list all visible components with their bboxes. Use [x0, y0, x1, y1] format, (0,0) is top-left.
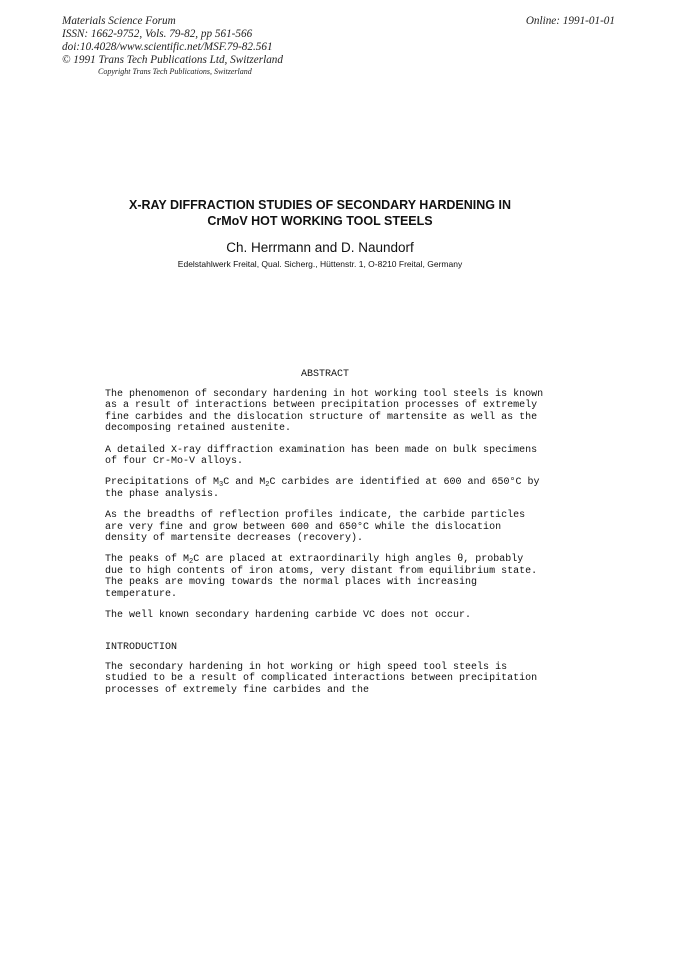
- p5-subscript: 2: [189, 558, 194, 567]
- p3-text-b: C and M: [223, 477, 266, 489]
- abstract-heading: ABSTRACT: [300, 369, 349, 380]
- title-line-1: X-RAY DIFFRACTION STUDIES OF SECONDARY HARDENING IN: [129, 198, 511, 212]
- abstract-paragraph-1: The phenomenon of secondary hardening in hot working tool steels is known as a result of interactions between precipitation processes of extremely fine carbides and the dislocation structure of martensite as well as the decomposing retained austenite.: [105, 389, 544, 435]
- abstract-paragraph-6: The well known secondary hardening carbide VC does not occur.: [105, 610, 472, 622]
- abstract-paragraph-2: A detailed X-ray diffraction examination has been made on bulk specimens of four Cr-Mo-V alloys.: [105, 444, 538, 468]
- abstract-paragraph-5: [105, 554, 545, 600]
- copyright-line: © 1991 Trans Tech Publications Ltd, Switzerland: [62, 54, 283, 66]
- introduction-body: [105, 662, 545, 706]
- journal-metadata: [62, 15, 283, 67]
- abstract-body: [105, 389, 545, 632]
- p5-text-b: C are placed at extraordinarily high angles θ, probably due to high contents of iron atoms, very distant from equilibrium state. The peaks are moving towards the normal places with increasing temperature.: [105, 554, 538, 600]
- p3-subscript-1: 3: [219, 481, 224, 490]
- paper-title: [70, 197, 570, 229]
- doi-line: doi:10.4028/www.scientific.net/MSF.79-82.561: [62, 41, 273, 53]
- p5-text-a: The peaks of M: [105, 554, 190, 566]
- introduction-heading: INTRODUCTION: [105, 642, 178, 653]
- authors: Ch. Herrmann and D. Naundorf: [226, 240, 414, 255]
- p3-text-c: C carbides are identified at 600 and 650°C by the phase analysis.: [105, 477, 540, 500]
- journal-name: Materials Science Forum: [62, 15, 176, 27]
- abstract-paragraph-3: [105, 477, 545, 500]
- p3-subscript-2: 2: [265, 481, 270, 490]
- copyright-notice: Copyright Trans Tech Publications, Switzerland: [98, 67, 252, 76]
- introduction-paragraph-1: The secondary hardening in hot working or high speed tool steels is studied to be a result of complicated interactions between precipitation processes of extremely fine carbides and the: [105, 662, 538, 696]
- issn-line: ISSN: 1662-9752, Vols. 79-82, pp 561-566: [62, 28, 253, 40]
- title-line-2: CrMoV HOT WORKING TOOL STEELS: [207, 214, 433, 228]
- p3-text-a: Precipitations of M: [105, 477, 220, 489]
- abstract-paragraph-4: As the breadths of reflection profiles indicate, the carbide particles are very fine and grow between 600 and 650°C while the dislocation density of martensite decreases (recovery).: [105, 510, 526, 545]
- affiliation: Edelstahlwerk Freital, Qual. Sicherg., Hüttenstr. 1, O-8210 Freital, Germany: [177, 259, 463, 269]
- online-date: Online: 1991-01-01: [525, 15, 615, 27]
